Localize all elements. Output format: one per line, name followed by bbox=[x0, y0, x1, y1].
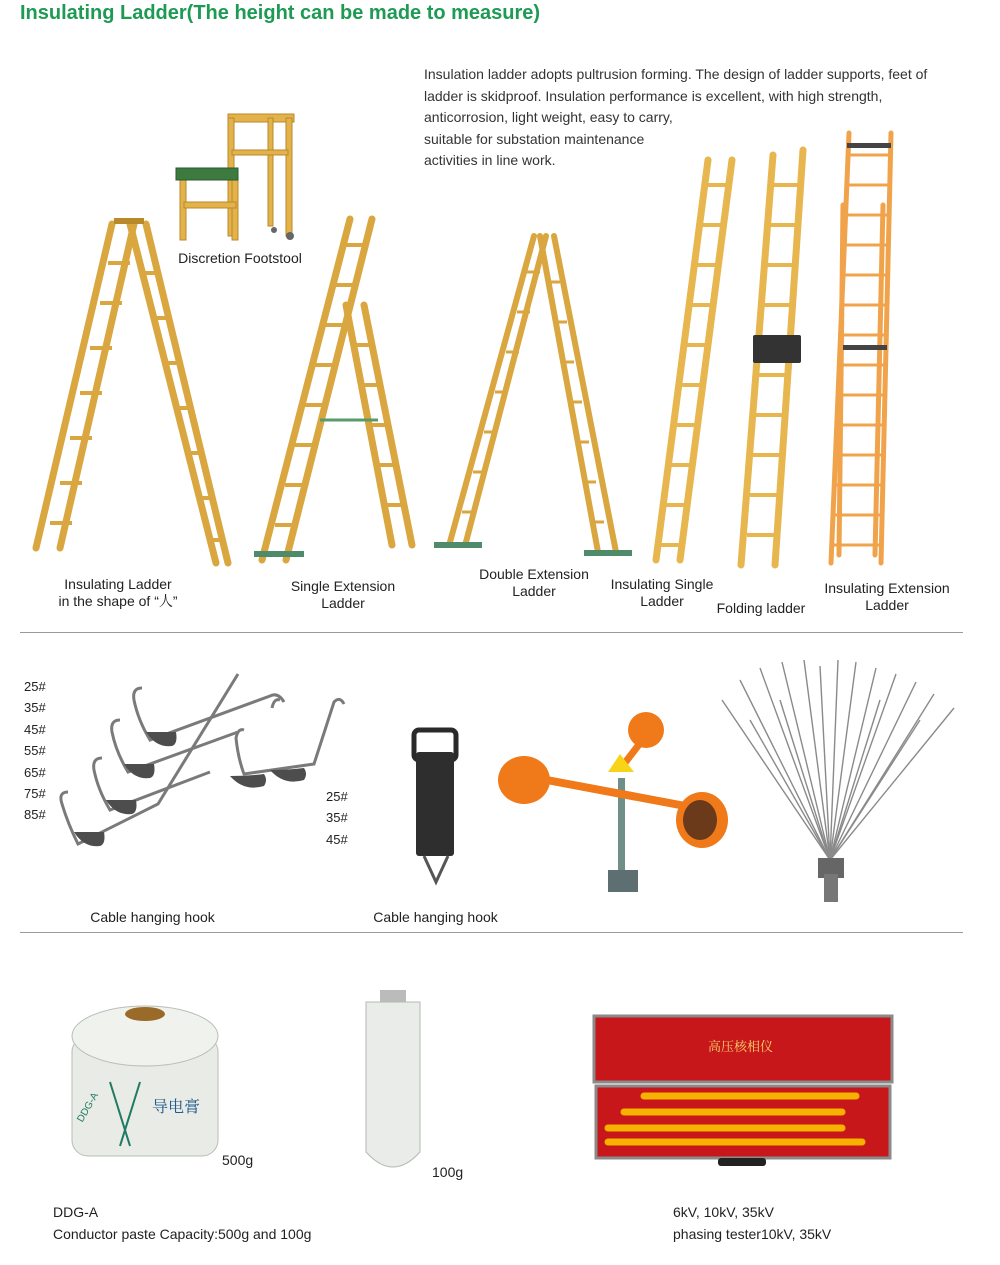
caption-line: Ladder bbox=[512, 583, 556, 599]
herringbone-ladder-image bbox=[30, 218, 225, 578]
caption-line: in the shape of “人” bbox=[58, 593, 178, 609]
footstool-caption: Discretion Footstool bbox=[178, 250, 302, 266]
size-label: 65# bbox=[24, 764, 46, 780]
tester-case-label: 高压核相仪 bbox=[708, 1040, 774, 1055]
caption-line: Ladder bbox=[640, 593, 684, 609]
caption-line: Double Extension bbox=[479, 566, 589, 582]
single-extension-ladder-image bbox=[250, 215, 420, 570]
caption-line: Insulating Single bbox=[610, 576, 714, 592]
herringbone-caption bbox=[38, 576, 198, 610]
caption-line: Single Extension bbox=[290, 578, 396, 594]
section-divider bbox=[20, 632, 963, 633]
bird-repeller-image bbox=[496, 708, 728, 900]
hook-caption-2: Cable hanging hook bbox=[373, 909, 498, 925]
size-label: 45# bbox=[24, 721, 46, 737]
tester-info bbox=[673, 1201, 831, 1245]
intro-line: activities in line work. bbox=[424, 152, 556, 168]
size-label: 35# bbox=[24, 700, 46, 716]
size-label: 75# bbox=[24, 786, 46, 802]
spike-repeller-image bbox=[720, 660, 965, 905]
size-label: 35# bbox=[326, 810, 348, 826]
caption-line: Ladder bbox=[321, 595, 365, 611]
caption-line: Insulating Extension bbox=[824, 580, 950, 596]
intro-line: ladder is skidproof. Insulation performance is excellent, with high strength, bbox=[424, 87, 883, 104]
single-ladder-image bbox=[650, 155, 740, 570]
jar-weight: 500g bbox=[222, 1152, 254, 1168]
paste-jar-image bbox=[70, 996, 220, 1166]
size-label: 25# bbox=[326, 789, 348, 804]
double-extension-caption bbox=[464, 566, 604, 600]
cable-hooks-image bbox=[60, 680, 360, 870]
paste-model: DDG-A bbox=[53, 1204, 99, 1220]
jar-label-text: 导电膏 bbox=[152, 1097, 201, 1116]
single-extension-caption bbox=[272, 578, 414, 612]
size-label: 25# bbox=[24, 679, 46, 694]
size-label: 45# bbox=[326, 831, 348, 847]
hook-caption-1: Cable hanging hook bbox=[90, 909, 215, 925]
single-ladder-caption bbox=[602, 576, 722, 610]
tube-weight: 100g bbox=[432, 1164, 464, 1180]
caption-line: Ladder bbox=[865, 597, 909, 613]
hook-sizes-left bbox=[24, 676, 46, 826]
double-extension-ladder-image bbox=[432, 232, 632, 562]
size-label: 55# bbox=[24, 743, 46, 759]
tester-voltages: 6kV, 10kV, 35kV bbox=[673, 1204, 774, 1220]
page-title: Insulating Ladder(The height can be made to measure) bbox=[20, 2, 541, 24]
jar-model-text: DDG-A bbox=[75, 1090, 101, 1125]
paste-info bbox=[53, 1201, 311, 1245]
paste-description: Conductor paste Capacity:500g and 100g bbox=[53, 1226, 312, 1242]
hook-sizes-right bbox=[326, 786, 348, 850]
caption-line: Insulating Ladder bbox=[64, 576, 172, 592]
extension-ladder-caption bbox=[812, 580, 962, 614]
intro-line: Insulation ladder adopts pultrusion forming. The design of ladder supports, feet of bbox=[424, 66, 928, 82]
folding-ladder-image bbox=[735, 145, 810, 575]
folding-ladder-caption: Folding ladder bbox=[716, 600, 806, 616]
size-label: 85# bbox=[24, 807, 46, 823]
intro-line: suitable for substation maintenance bbox=[424, 130, 645, 147]
section-divider bbox=[20, 932, 963, 933]
strap-hook-image bbox=[410, 728, 460, 888]
tester-description: phasing tester10kV, 35kV bbox=[673, 1226, 832, 1242]
paste-tube-image bbox=[358, 990, 428, 1180]
intro-line: anticorrosion, light weight, easy to carry, bbox=[424, 109, 673, 125]
extension-ladder-image bbox=[825, 125, 900, 570]
